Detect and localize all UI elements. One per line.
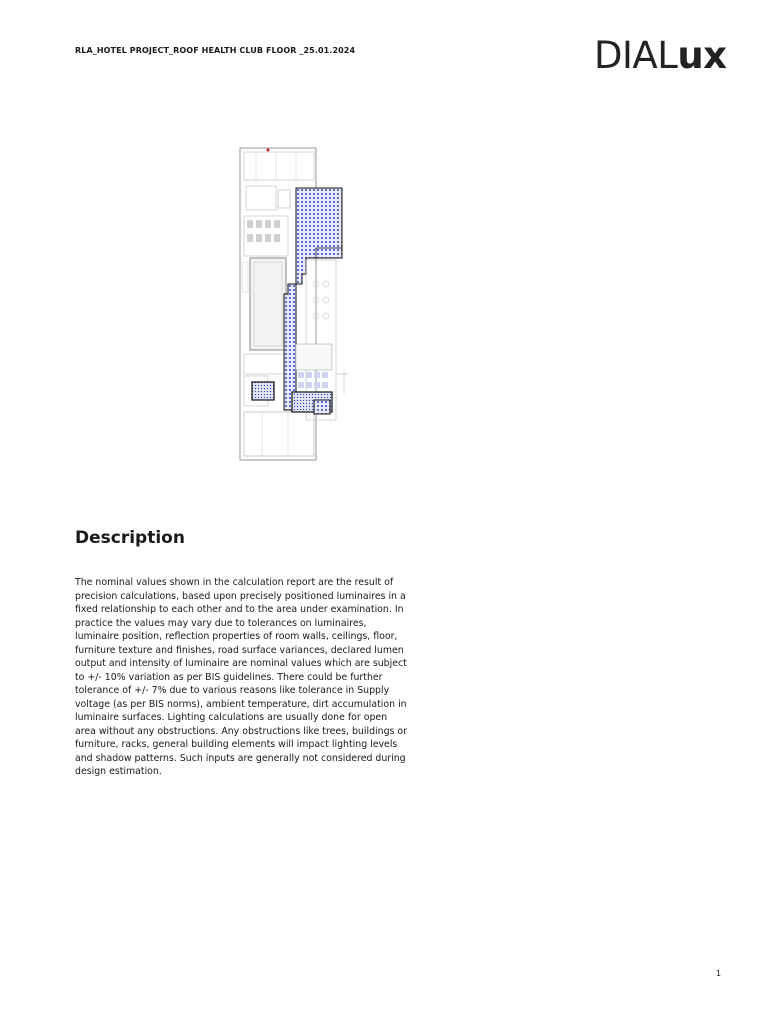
dialux-logo — [594, 36, 727, 76]
logo-bold-text: ux — [677, 34, 727, 77]
header-project-title: RLA_HOTEL PROJECT_ROOF HEALTH CLUB FLOOR _25.01.2024 — [75, 46, 356, 55]
page-number: 1 — [716, 969, 722, 978]
floor-plan-drawing — [236, 144, 356, 464]
description-paragraph: The nominal values shown in the calculation report are the result of precision calculations, based upon precisely positioned luminaires in a fixed relationship to each other and to the area under examination. In practice the values may vary due to tolerances on luminaires, luminaire position, reflection properties of room walls, ceilings, floor, furniture texture and finishes, road surface variances, declared lumen output and intensity of luminaire are nominal values which are subject to +/- 10% variation as per BIS guidelines. There could be further tolerance of +/- 7% due to various reasons like tolerance in Supply voltage (as per BIS norms), ambient temperature, dirt accumulation in luminaire surfaces. Lighting calculations are usually done for open area without any obstructions. Any obstructions like trees, buildings or furniture, racks, general building elements will impact lighting levels and shadow patterns. Such inputs are generally not considered during design estimation. — [75, 577, 407, 777]
logo-light-text: DIAL — [594, 34, 678, 77]
description-heading: Description — [75, 528, 185, 548]
